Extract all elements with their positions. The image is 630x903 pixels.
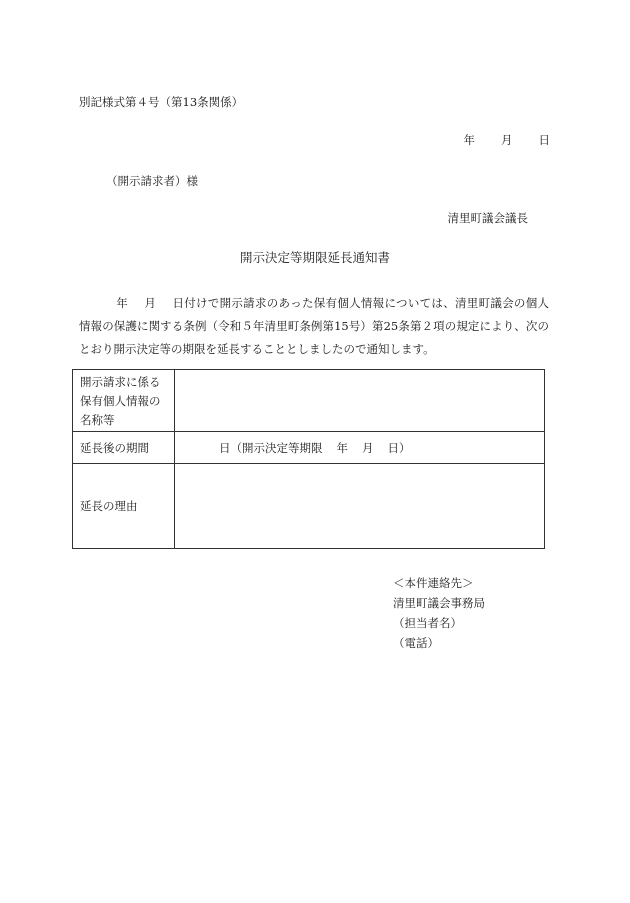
form-number: 別記様式第４号（第13条関係） xyxy=(79,95,244,109)
table-row-extension-reason xyxy=(73,464,545,549)
info-name-value xyxy=(175,370,545,432)
body-month: 月 xyxy=(144,296,157,310)
extended-period-value xyxy=(175,432,545,464)
info-name-label xyxy=(73,370,175,432)
contact-person: （担当者名） xyxy=(393,616,462,630)
sender: 清里町議会議長 xyxy=(447,211,528,225)
body-text: 日付けで開示請求のあった保有個人情報については、清里町議会の個人情報の保護に関する条例（令和５年清里町条例第15号）第25条第２項の規定により、次のとおり開示決定等の期限を延長することとしましたので通知します。 xyxy=(79,296,550,356)
deadline-year: 年 xyxy=(336,440,348,455)
info-name-label-line: 保有個人情報の xyxy=(80,393,161,408)
deadline-open: （開示決定等期限 xyxy=(230,440,323,455)
table-row-info-name xyxy=(73,370,545,432)
deadline-month: 月 xyxy=(362,440,374,455)
table-row-extended-period xyxy=(73,432,545,464)
body-paragraph xyxy=(79,292,549,361)
info-name-label-line: 名称等 xyxy=(80,412,115,427)
body-year: 年 xyxy=(116,296,129,310)
contact-phone: （電話） xyxy=(393,636,439,650)
extended-period-day: 日 xyxy=(219,440,231,455)
document-title: 開示決定等期限延長通知書 xyxy=(239,250,390,265)
extension-reason-value xyxy=(175,464,545,549)
date-month: 月 xyxy=(501,133,513,147)
extended-period-label: 延長後の期間 xyxy=(73,432,175,464)
addressee: （開示請求者）様 xyxy=(106,174,198,188)
contact-heading: ＜本件連絡先＞ xyxy=(393,576,474,590)
extension-reason-label: 延長の理由 xyxy=(73,464,175,549)
deadline-day: 日） xyxy=(387,440,411,455)
info-table xyxy=(72,369,545,549)
info-name-label-line: 開示請求に係る xyxy=(80,374,161,389)
date-line xyxy=(464,135,551,147)
date-day: 日 xyxy=(538,133,550,147)
contact-block xyxy=(393,573,485,653)
date-year: 年 xyxy=(463,133,475,147)
contact-office: 清里町議会事務局 xyxy=(393,596,485,610)
